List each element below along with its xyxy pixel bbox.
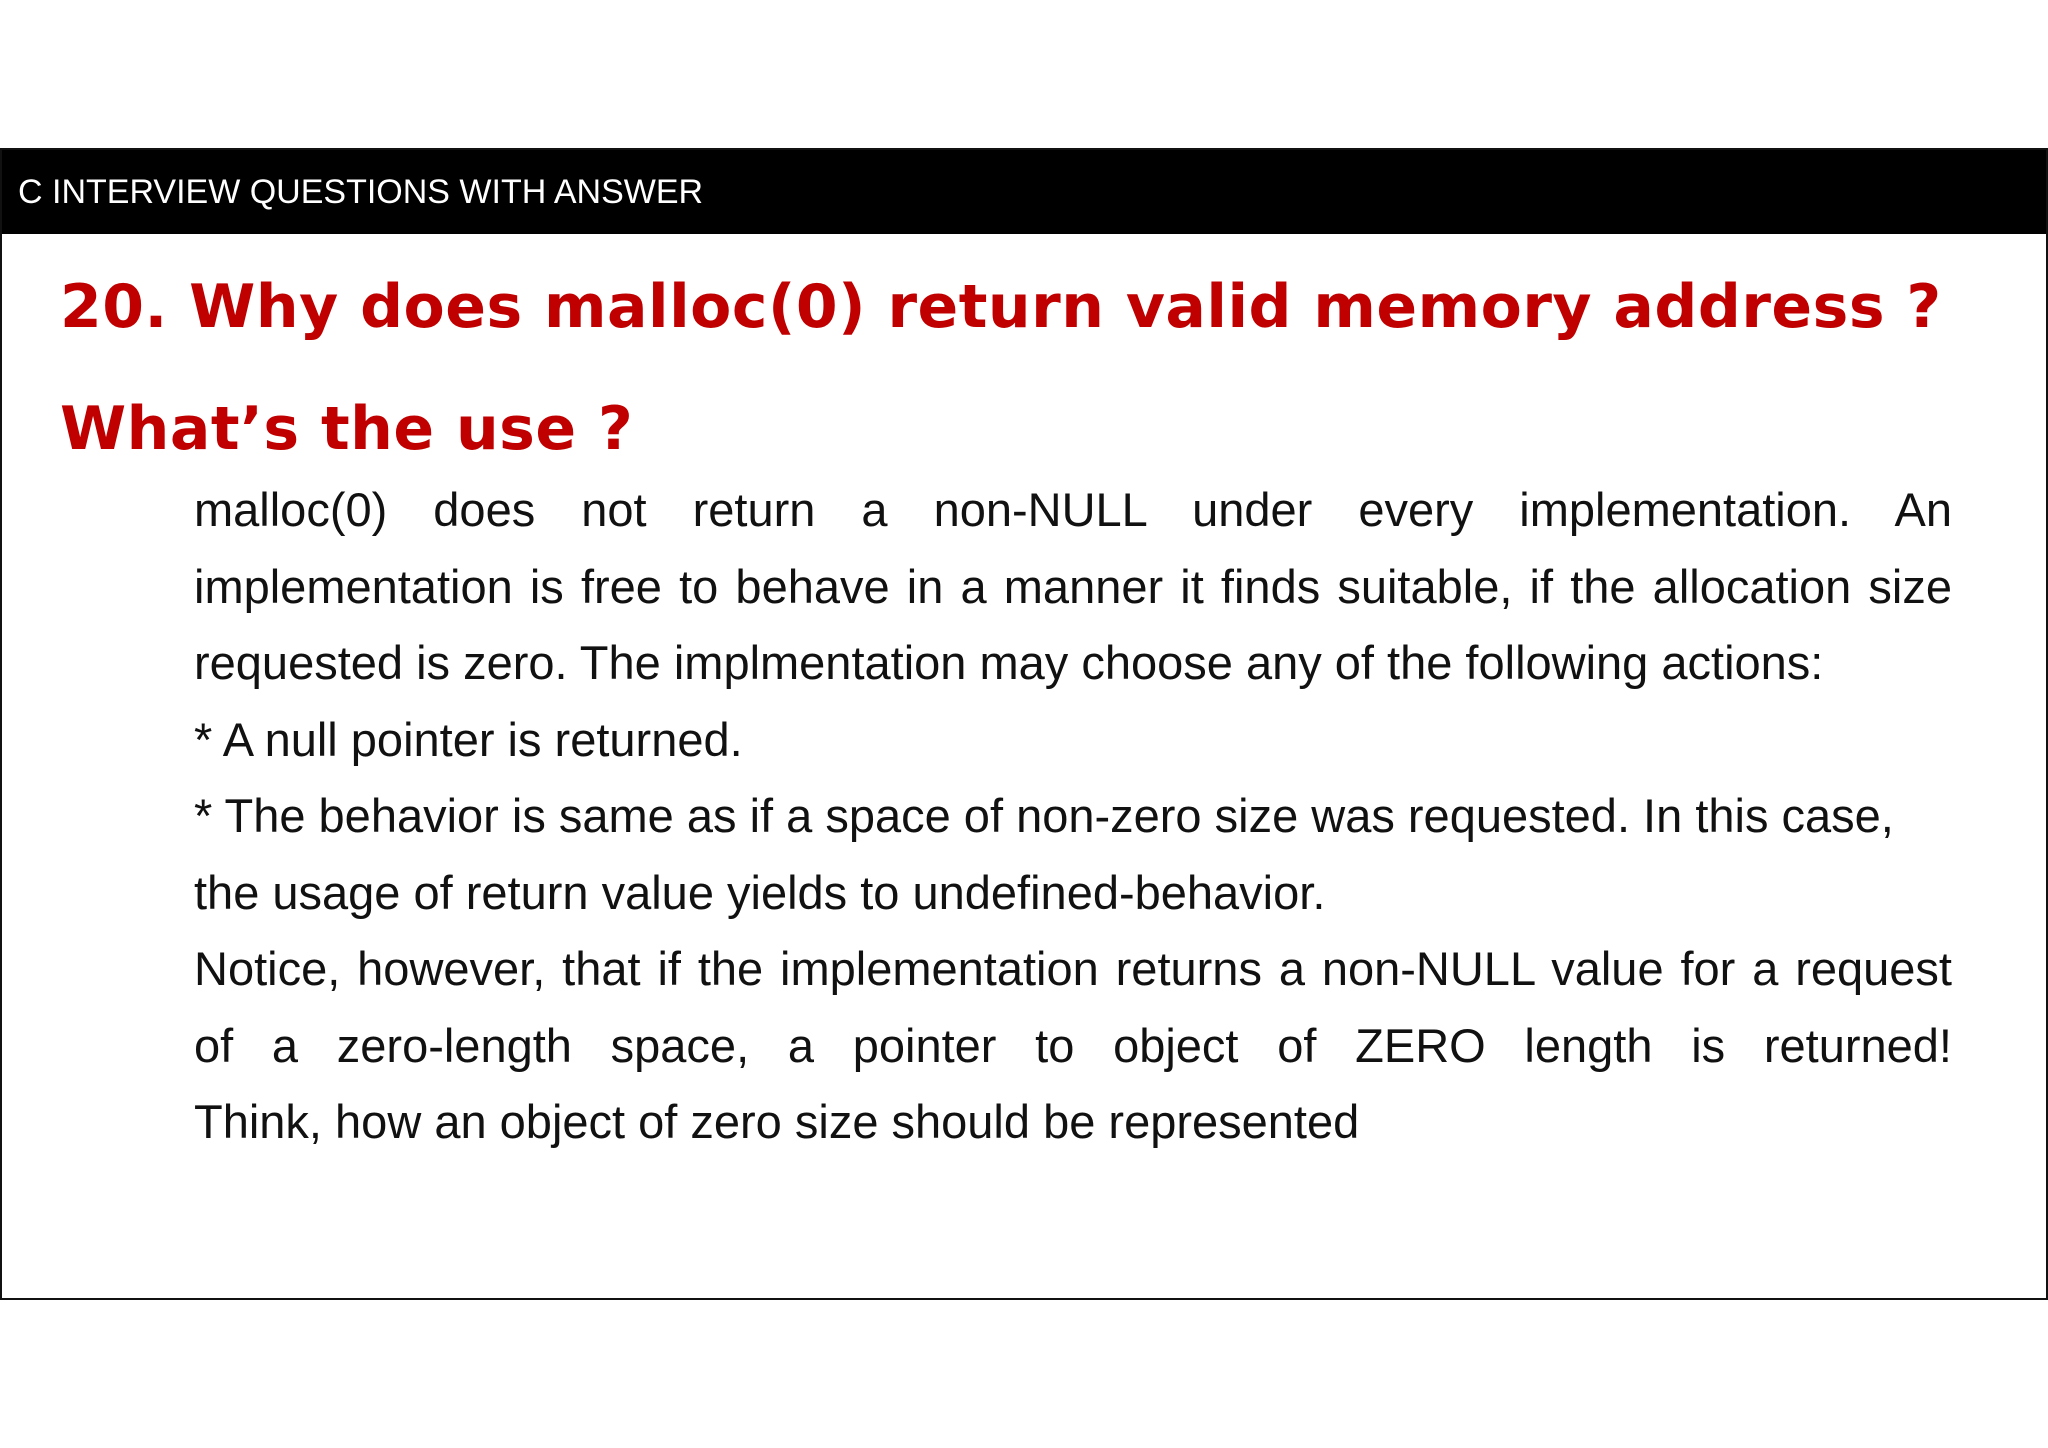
answer-paragraph-3: Think, how an object of zero size should be represented (194, 1095, 1360, 1148)
slide-frame (0, 148, 2048, 1300)
answer-bullet-2: * The behavior is same as if a space of non-zero size was requested. In this case, the usage of return value yields to undefined-behavior. (194, 789, 1894, 919)
answer-bullet-1: * A null pointer is returned. (194, 712, 743, 766)
question-title-line-1: 20. Why does malloc(0) return valid memory address ? (60, 272, 1942, 342)
question-title-line-2: What’s the use ? (60, 394, 634, 464)
header-bar (2, 150, 2046, 234)
header-title: C INTERVIEW QUESTIONS WITH ANSWER (18, 172, 704, 211)
answer-paragraph-2: Notice, however, that if the implementation returns a non-NULL value for a request of a zero-length space, a pointer to object of ZERO length is returned! (194, 942, 1952, 1072)
answer-body (194, 472, 1952, 1161)
answer-paragraph-1: malloc(0) does not return a non-NULL under every implementation. An implementation is free to behave in a manner it finds suitable, if the allocation size requested is zero. The implmentation may choose any of the following actions: (194, 483, 1952, 689)
